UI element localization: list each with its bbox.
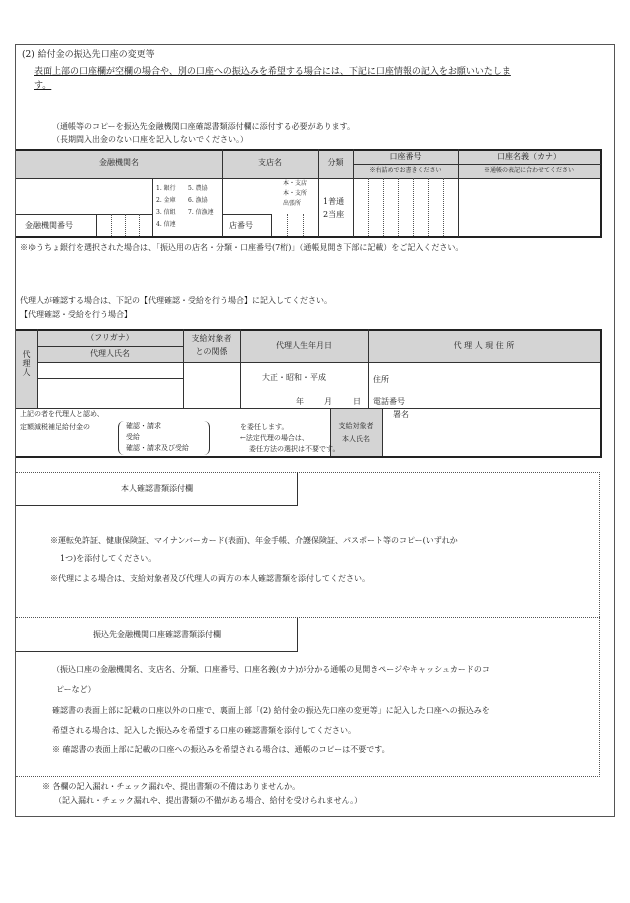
agent-intro: 代理人が確認する場合は、下記の【代理確認・受給を行う場合】に記入してください。: [20, 296, 332, 305]
branch-code-boxes[interactable]: [271, 214, 319, 236]
holder-header: 口座名義（カナ）: [497, 152, 561, 161]
bank-attach-line4: 希望される場合は、記入した振込みを希望する口座の確認書類を添付してください。: [52, 726, 356, 735]
id-attach-title: 本人確認書類添付欄: [121, 484, 193, 493]
bank-attach-line5: ※ 確認書の表面上部に記載の口座への振込みを希望される場合は、通帳のコピーは不要です。: [52, 745, 390, 754]
phone-field[interactable]: 電話番号: [373, 397, 405, 406]
bank-type-5[interactable]: 5. 農協: [188, 185, 208, 192]
id-attach-line3: ※代理による場合は、支給対象者及び代理人の両方の本人確認書類を添付してください。: [50, 574, 370, 583]
account-no-sub: ※右詰めでお書きください: [369, 167, 442, 174]
bank-name-header: 金融機関名: [99, 158, 139, 167]
bank-code-boxes[interactable]: [96, 214, 153, 236]
final-note-line1: ※ 各欄の記入漏れ・チェック漏れや、提出書類の不備はありませんか。: [42, 782, 301, 791]
bank-type-6[interactable]: 6. 漁協: [188, 197, 208, 204]
section-title: (2) 給付金の振込先口座の変更等: [22, 50, 155, 60]
bank-type-4[interactable]: 4. 信連: [156, 221, 176, 228]
branch-type-3[interactable]: 出張所: [283, 200, 302, 207]
bank-name-input[interactable]: [16, 178, 152, 214]
option-confirm-request[interactable]: 確認・請求: [126, 422, 161, 430]
signature-input[interactable]: [383, 421, 600, 456]
agent-name-input[interactable]: [38, 379, 183, 408]
type-header: 分類: [327, 158, 344, 167]
delegation-line2: 定額減税補足給付金の: [20, 423, 90, 431]
relation-label-2: との関係: [195, 347, 228, 356]
recipient-label-2: 本人氏名: [342, 435, 370, 443]
address-label: 代 理 人 現 住 所: [453, 341, 515, 350]
delegate-text: を委任します。: [240, 423, 289, 431]
address-field[interactable]: 住所: [373, 375, 389, 384]
birth-year[interactable]: 年: [296, 397, 304, 406]
account-no-header: 口座番号: [389, 152, 422, 161]
signature-label: 署名: [393, 410, 409, 419]
option-receive[interactable]: 受給: [126, 433, 140, 441]
furigana-label: （フリガナ）: [86, 333, 134, 342]
id-attach-line2: 1つ)を添付してください。: [60, 554, 157, 563]
branch-code-label: 店番号: [229, 221, 253, 230]
bank-attach-line2: ピーなど）: [56, 685, 96, 694]
bank-attach-line1: （振込口座の金融機関名、支店名、分類、口座番号、口座名義(カナ)が分かる通帳の見開きページやキャッシュカードのコ: [52, 665, 490, 674]
id-attach-line1: ※運転免許証、健康保険証、マイナンバーカード(表面)、年金手帳、介護保険証、パスポート等のコピー(いずれか: [50, 536, 458, 545]
furigana-input[interactable]: [38, 363, 183, 378]
branch-name-input[interactable]: [222, 178, 282, 214]
relation-input[interactable]: [184, 363, 240, 408]
account-type-2[interactable]: 2当座: [323, 210, 345, 219]
account-type-1[interactable]: 1普通: [323, 197, 345, 206]
bank-attach-title: 振込先金融機関口座確認書類添付欄: [93, 630, 221, 639]
bank-code-label: 金融機関番号: [25, 221, 73, 230]
option-both[interactable]: 確認・請求及び受給: [126, 444, 189, 452]
account-number-boxes[interactable]: [353, 178, 458, 236]
bank-attach-line3: 確認書の表面上部に記載の口座以外の口座で、裏面上部「(2) 給付金の振込先口座の変更等」に記入した口座への振込みを: [52, 706, 490, 715]
final-note-line2: （記入漏れ・チェック漏れや、提出書類の不備がある場合、給付を受けられません。）: [54, 796, 363, 805]
holder-sub: ※通帳の表記に合わせてください: [483, 167, 574, 174]
account-holder-input[interactable]: [459, 178, 600, 236]
branch-type-1[interactable]: 本・支店: [283, 180, 308, 187]
birth-label: 代理人生年月日: [276, 341, 332, 350]
bank-type-3[interactable]: 3. 信組: [156, 209, 176, 216]
recipient-label-1: 支給対象者: [338, 422, 374, 430]
legal-note-1: ←法定代理の場合は、: [240, 434, 309, 442]
section-intro-line2: す。: [34, 81, 52, 91]
bank-type-1[interactable]: 1. 銀行: [156, 185, 176, 192]
delegation-line1: 上記の者を代理人と認め、: [20, 410, 104, 418]
agent-side-label: 代理人: [22, 350, 31, 377]
bank-type-2[interactable]: 2. 金庫: [156, 197, 176, 204]
yucho-note: ※ゆうちょ銀行を選択された場合は、「振込用の店名・分類・口座番号(7桁)」（通帳見開き下部に記載）をご記入ください。: [20, 243, 464, 252]
agent-name-label: 代理人氏名: [90, 349, 130, 358]
branch-header: 支店名: [258, 158, 282, 167]
agent-heading: 【代理確認・受給を行う場合】: [20, 310, 132, 319]
birth-month[interactable]: 月: [324, 397, 332, 406]
bank-type-7[interactable]: 7. 信漁連: [188, 209, 214, 216]
long-idle-note: （長期間入出金のない口座を記入しないでください。）: [52, 135, 248, 144]
relation-label-1: 支給対象者: [191, 334, 232, 343]
section-intro-line1: 表面上部の口座欄が空欄の場合や、別の口座への振込みを希望する場合には、下記に口座情報の記入をお願いいたしま: [34, 67, 511, 77]
legal-note-2: 委任方法の選択は不要です。: [249, 445, 340, 453]
era-options[interactable]: 大正・昭和・平成: [262, 373, 326, 382]
birth-day[interactable]: 日: [353, 397, 361, 406]
branch-type-2[interactable]: 本・支所: [283, 190, 308, 197]
attach-note: （通帳等のコピーを振込先金融機関口座確認書類添付欄に添付する必要があります。: [52, 122, 356, 131]
